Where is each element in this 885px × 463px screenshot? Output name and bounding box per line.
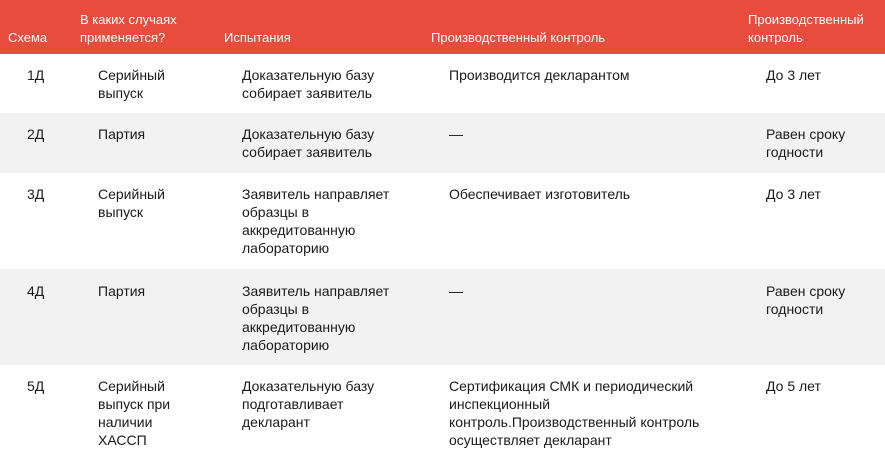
cell-tests: Доказательную базу собирает заявитель (242, 67, 375, 101)
cell-production-control: Производится декларантом (449, 67, 630, 83)
cell-production-control: Обеспечивает изготовитель (449, 186, 631, 202)
cell-control-term: Равен сроку годности (766, 283, 846, 317)
cell-control-term: До 3 лет (766, 67, 821, 83)
cell-production-control: — (449, 126, 463, 142)
cell-tests: Заявитель направляет образцы в аккредитованную лабораторию (242, 283, 390, 353)
cell-scheme: 1Д (27, 67, 45, 83)
cell-cases: Серийный выпуск (98, 186, 165, 220)
cell-tests: Заявитель направляет образцы в аккредитованную лабораторию (242, 186, 390, 256)
cell-cases: Серийный выпуск при наличии ХАССП (98, 378, 171, 448)
cell-production-control: — (449, 283, 463, 299)
header-scheme: Схема (8, 30, 48, 45)
cell-tests: Доказательную базу подготавливает декларант (242, 378, 375, 430)
header-production-control: Производственный контроль (431, 30, 606, 45)
header-control-term: Производственный контроль (748, 12, 864, 45)
cell-cases: Партия (98, 283, 146, 299)
table-row (0, 113, 885, 173)
table-header (0, 0, 885, 54)
cell-control-term: Равен сроку годности (766, 126, 846, 160)
cell-control-term: До 5 лет (766, 378, 821, 394)
cell-scheme: 3Д (27, 186, 45, 202)
cell-production-control: Сертификация СМК и периодический инспекционный контроль.Производственный контроль осуществляет декларант (449, 378, 700, 448)
cell-control-term: До 3 лет (766, 186, 821, 202)
header-cases: В каких случаях применяется? (80, 12, 177, 45)
cell-scheme: 2Д (27, 126, 45, 142)
cell-scheme: 5Д (27, 378, 45, 394)
cell-tests: Доказательную базу собирает заявитель (242, 126, 375, 160)
cell-scheme: 4Д (27, 283, 45, 299)
table-row (0, 269, 885, 365)
table-row (0, 173, 885, 269)
cell-cases: Серийный выпуск (98, 67, 165, 101)
table-row (0, 365, 885, 463)
table-row (0, 54, 885, 113)
cell-cases: Партия (98, 126, 146, 142)
header-tests: Испытания (224, 30, 291, 45)
